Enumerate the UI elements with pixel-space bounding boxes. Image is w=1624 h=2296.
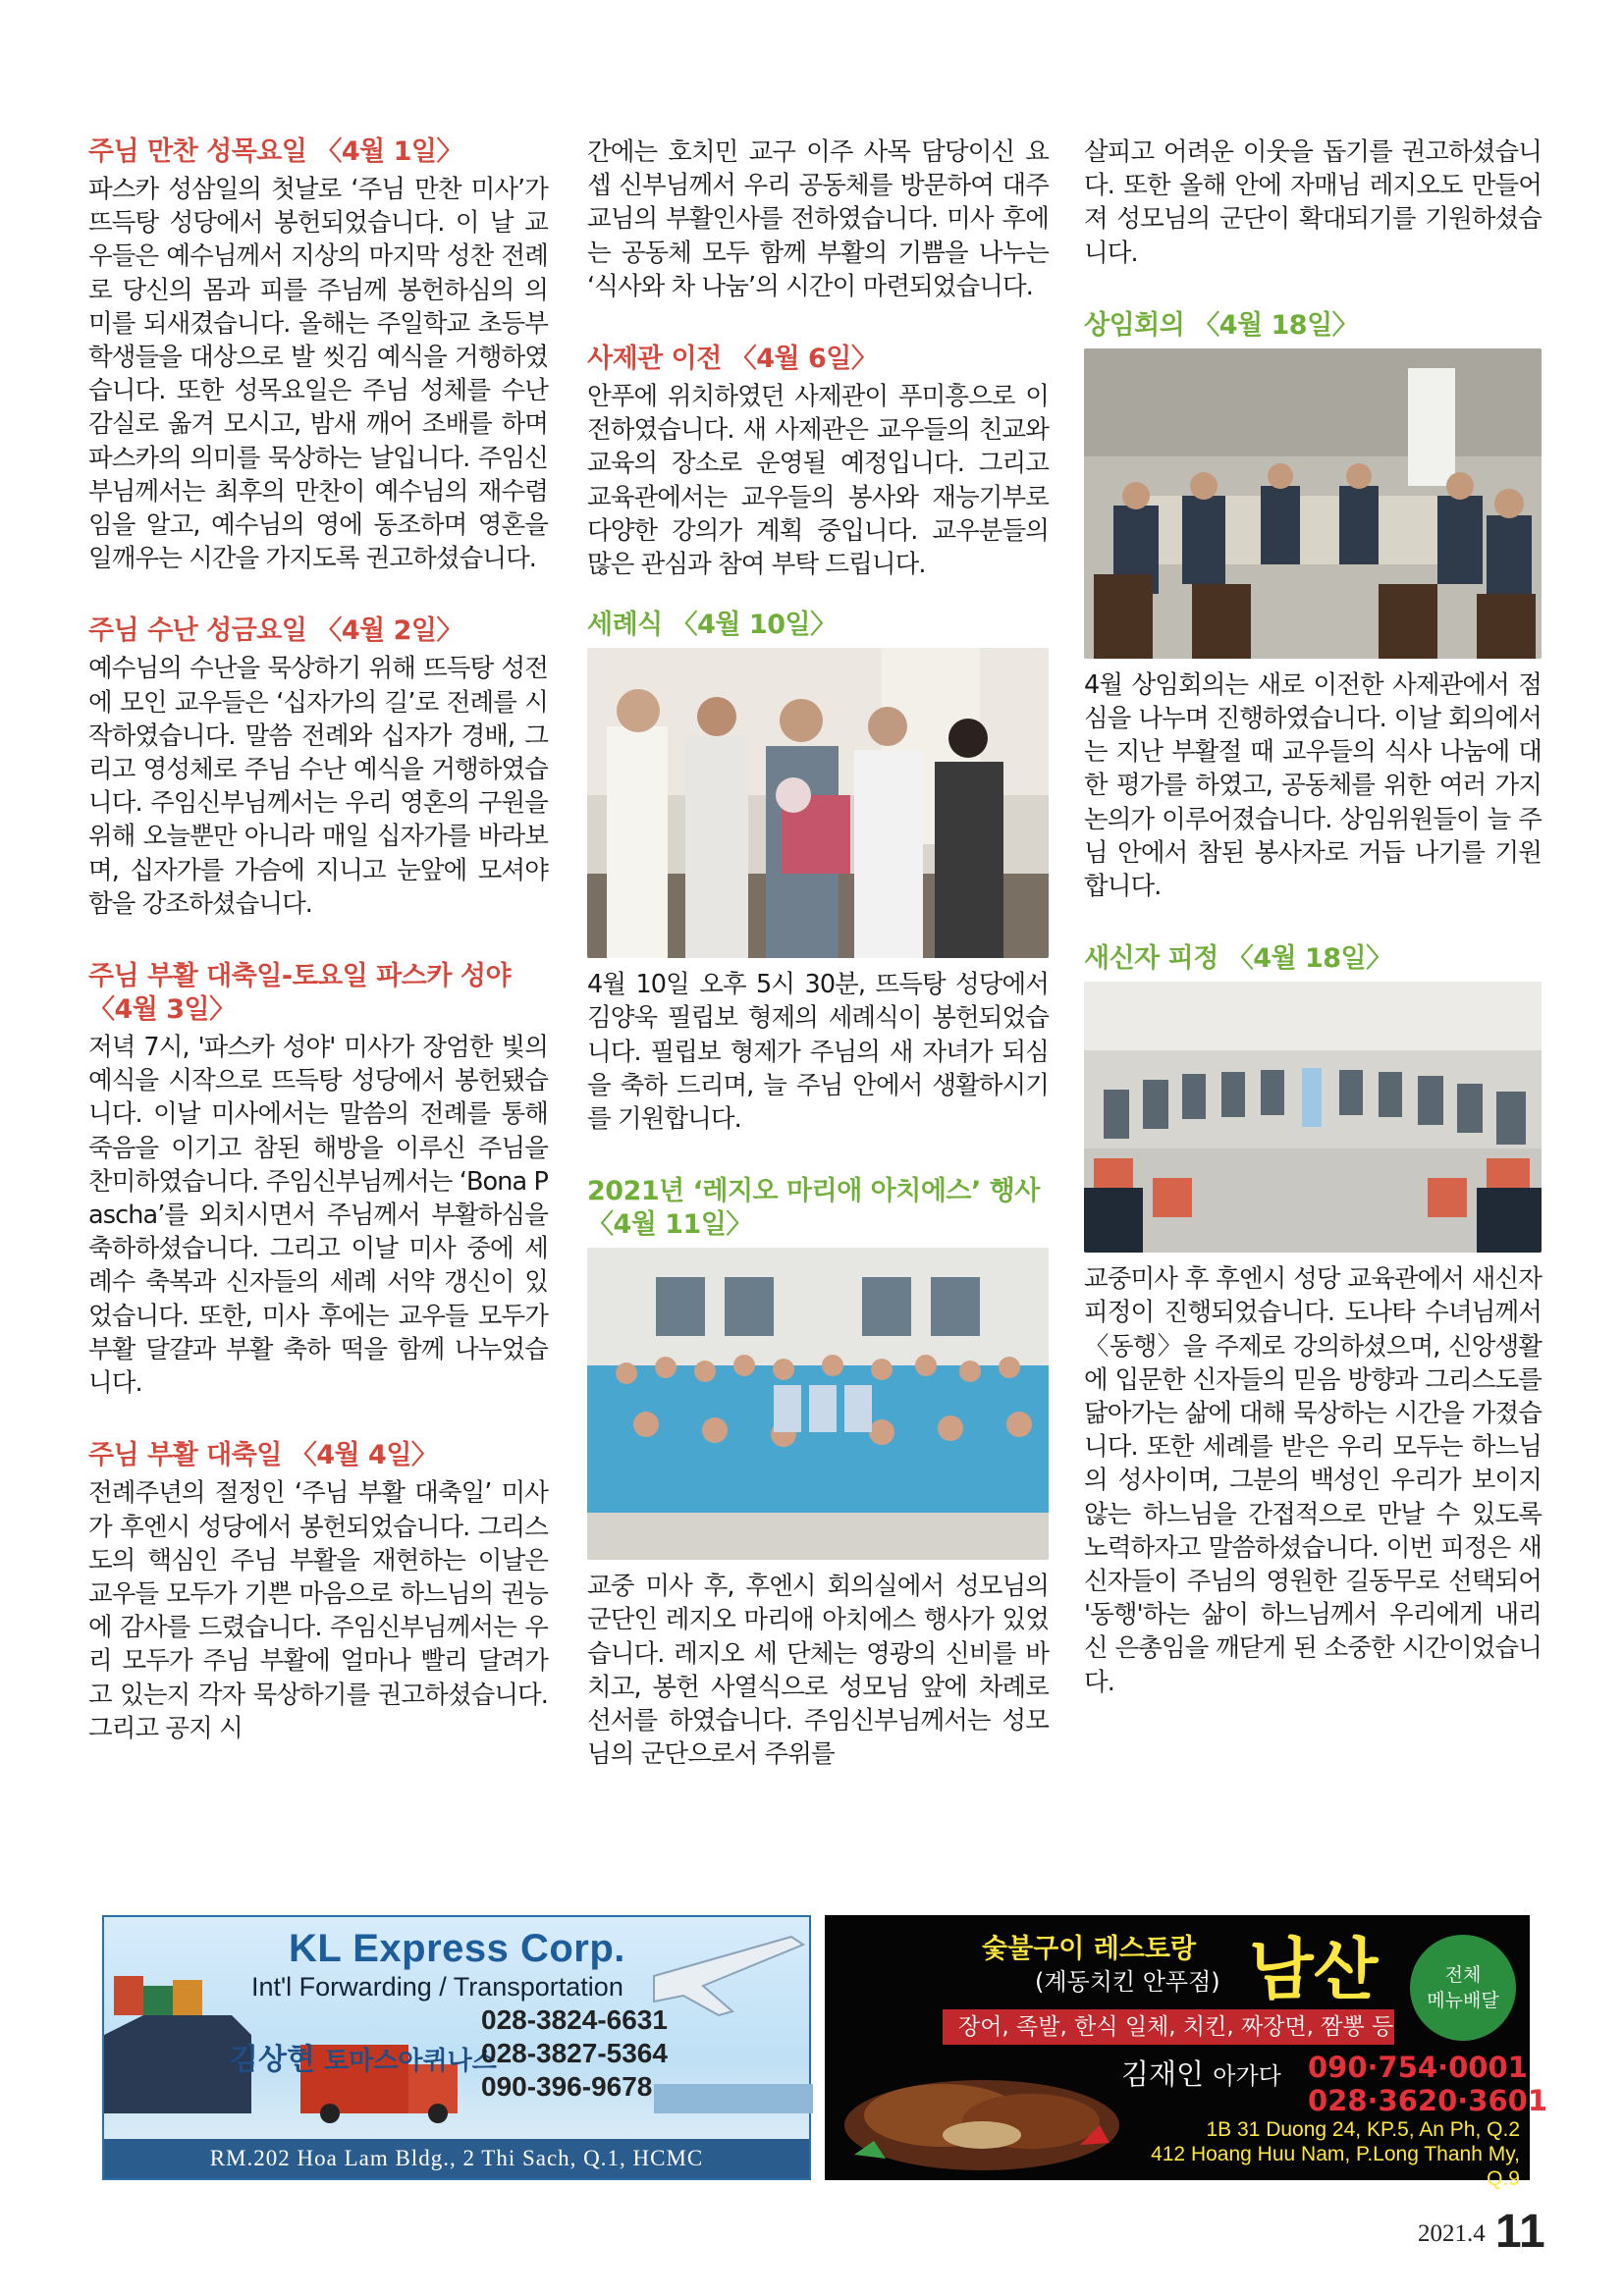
section-text-easter-vigil: 저녁 7시, '파스카 성야' 미사가 장엄한 빛의 예식을 시작으로 뜨득탕 성당에서 봉헌됐습니다. 이날 미사에서는 말씀의 전례를 통해 죽음을 이기고 참된 해방을 이루신 주님을 찬미하였습니다. 주임신부님께서는 ‘Bona Pascha’를 외치시면서 주님께서 부활하심을 축하하셨습니다. 그리고 이날 미사 중에 세례수 축복과 신자들의 세례 서약 갱신이 있었습니다. 또한, 미사 후에는 교우들 모두가 부활 달걀과 부활 축하 떡을 함께 나누었습니다. xyxy=(88,1033,548,1399)
section-title-rectory-move: 사제관 이전 〈4월 6일〉 xyxy=(587,344,878,375)
section-title-standing-committee: 상임회의 〈4월 18일〉 xyxy=(1084,309,1359,341)
page-number: 11 xyxy=(1495,2206,1545,2258)
section-text-baptism: 4월 10일 오후 5시 30분, 뜨득탕 성당에서 김양욱 필립보 형제의 세례식이 봉헌되었습니다. 필립보 형제가 주님의 새 자녀가 되심을 축하 드리며, 늘 주님 안에서 생활하시기를 기원합니다. xyxy=(587,970,1049,1135)
page-footer xyxy=(1418,2205,1545,2259)
section-title-baptism: 세례식 〈4월 10일〉 xyxy=(587,610,837,641)
ad-contact-title: 아가다 xyxy=(1213,2062,1281,2090)
ad-contact-name: 김재인 xyxy=(1121,2057,1205,2091)
ad-phone: 028-3824-6631 xyxy=(481,2004,668,2035)
section-text-easter-sunday: 전례주년의 절정인 ‘주님 부활 대축일’ 미사가 후엔시 성당에서 봉헌되었습니다. 그리스도의 핵심인 주님 부활을 재현하는 이날은 교우들 모두가 기쁜 마음으로 하느님의 권능에 감사를 드렸습니다. 주임신부님께서는 우리 모두가 주님 부활에 얼마나 빨리 달려가고 있는지 각자 묵상하기를 권고하셨습니다. 그리고 공지 시 xyxy=(88,1478,548,1743)
column-1 xyxy=(88,135,548,1745)
ad-phone: 028-3827-5364 xyxy=(481,2038,668,2068)
ad-kl-express xyxy=(102,1915,811,2180)
section-title-holy-thursday: 주님 만찬 성목요일 〈4월 1일〉 xyxy=(88,136,462,167)
section-title-good-friday: 주님 수난 성금요일 〈4월 2일〉 xyxy=(88,615,462,647)
delivery-badge xyxy=(1410,1935,1516,2041)
ad-company-name: KL Express Corp. xyxy=(289,1927,625,1970)
ad-restaurant-name: 남산 xyxy=(1249,1932,1379,2009)
ad-address: RM.202 Hoa Lam Bldg., 2 Thi Sach, Q.1, HCMC xyxy=(104,2139,809,2178)
baptism-photo xyxy=(587,648,1049,958)
ad-address-line2: 412 Hoang Huu Nam, P.Long Thanh My, Q.9 xyxy=(1151,2143,1520,2190)
ad-contact-title: 토마스아퀴나스 xyxy=(324,2047,497,2076)
standing-committee-photo xyxy=(1084,348,1542,659)
section-text-holy-thursday: 파스카 성삼일의 첫날로 ‘주님 만찬 미사’가 뜨득탕 성당에서 봉헌되었습니다. 이 날 교우들은 예수님께서 지상의 마지막 성찬 전례로 당신의 몸과 피를 주님께 봉헌하심의 의미를 되새겼습니다. 올해는 주일학교 초등부 학생들을 대상으로 발 씻김 예식을 거행하였습니다. 또한 성목요일은 주님 성체를 수난 감실로 옮겨 모시고, 밤새 깨어 조배를 하며 파스카의 의미를 묵상하는 날입니다. 주임신부님께서는 최후의 만찬이 예수님의 재수렴임을 알고, 예수님의 영에 동조하며 영혼을 일깨우는 시간을 가지도록 권고하셨습니다. xyxy=(88,175,548,574)
delivery-badge-line1: 전체 xyxy=(1444,1964,1482,1986)
food-image xyxy=(835,2047,1129,2174)
ad-company-subtitle: Int'l Forwarding / Transportation xyxy=(251,1972,623,2002)
ad-phone-list xyxy=(481,2003,668,2104)
column-2 xyxy=(587,135,1049,1771)
section-text-new-believer-retreat: 교중미사 후 후엔시 성당 교육관에서 새신자 피정이 진행되었습니다. 도나타 수녀님께서 〈동행〉을 주제로 강의하셨으며, 신앙생활에 입문한 신자들의 믿음 방향과 그리스도를 닮아가는 삶에 대해 묵상하는 시간을 가졌습니다. 또한 세례를 받은 우리 모두는 하느님의 성사이며, 그분의 백성인 우리가 보이지 않는 하느님을 간접적으로 만날 수 있도록 노력하자고 말씀하셨습니다. 이번 피정은 새신자들이 주님의 영원한 길동무로 선택되어 '동행'하는 삶이 하느님께서 우리에게 내리신 은총임을 깨닫게 된 소중한 시간이었습니다. xyxy=(1084,1264,1542,1697)
continued-text: 간에는 호치민 교구 이주 사목 담당이신 요셉 신부님께서 우리 공동체를 방문하여 대주교님의 부활인사를 전하였습니다. 미사 후에는 공동체 모두 함께 부활의 기쁨을 나누는 ‘식사와 차 나눔’의 시간이 마련되었습니다. xyxy=(587,137,1049,301)
section-text-good-friday: 예수님의 수난을 묵상하기 위해 뜨득탕 성전에 모인 교우들은 ‘십자가의 길’로 전례를 시작하였습니다. 말씀 전례와 십자가 경배, 그리고 영성체로 주님 수난 예식을 거행하였습니다. 주임신부님께서는 우리 영혼의 구원을 위해 오늘뿐만 아니라 매일 십자가를 바라보며, 십자가를 가슴에 지니고 눈앞에 모셔야 함을 강조하셨습니다. xyxy=(88,654,548,919)
ad-namsan-restaurant xyxy=(825,1915,1547,2190)
ad-phone-list xyxy=(1308,2051,1547,2117)
ad-contact-person xyxy=(1121,2053,1281,2093)
section-title-new-believer-retreat: 새신자 피정 〈4월 18일〉 xyxy=(1084,943,1392,975)
section-text-legio-acies: 교중 미사 후, 후엔시 회의실에서 성모님의 군단인 레지오 마리애 아치에스 행사가 있었습니다. 레지오 세 단체는 영광의 신비를 바치고, 봉헌 사열식으로 성모님 앞에 차례로 선서를 하였습니다. 주임신부님께서는 성모님의 군단으로서 주위를 xyxy=(587,1572,1049,1770)
ad-tagline: 숯불구이 레스토랑 xyxy=(982,1934,1197,1964)
ad-branch: (계동치킨 안푸점) xyxy=(1035,1968,1220,1996)
section-title-easter-vigil: 주님 부활 대축일-토요일 파스카 성야 〈4월 3일〉 xyxy=(88,961,512,1026)
ad-contact-person xyxy=(230,2035,497,2078)
column-3 xyxy=(1084,135,1542,1699)
section-title-easter-sunday: 주님 부활 대축일 〈4월 4일〉 xyxy=(88,1440,438,1471)
new-believer-retreat-photo xyxy=(1084,982,1542,1253)
ad-phone: 028·3620·3601 xyxy=(1308,2084,1547,2117)
delivery-badge-line2: 메뉴배달 xyxy=(1427,1990,1499,2011)
ad-address-line1: 1B 31 Duong 24, KP.5, An Ph, Q.2 xyxy=(1206,2118,1520,2141)
ad-address xyxy=(1119,2117,1520,2191)
legio-acies-photo xyxy=(587,1248,1049,1560)
issue-date: 2021.4 xyxy=(1418,2220,1486,2247)
continued-text-col3: 살피고 어려운 이웃을 돕기를 권고하셨습니다. 또한 올해 안에 자매님 레지오도 만들어져 성모님의 군단이 확대되기를 기원하셨습니다. xyxy=(1084,137,1542,268)
ad-phone: 090-396-9678 xyxy=(481,2071,653,2102)
ad-contact-name: 김상현 xyxy=(230,2043,315,2077)
ad-phone: 090·754·0001 xyxy=(1308,2051,1528,2084)
section-text-rectory-move: 안푸에 위치하였던 사제관이 푸미흥으로 이전하였습니다. 새 사제관은 교우들의 친교와 교육의 장소로 운영될 예정입니다. 그리고 교육관에서는 교우들의 봉사와 재능기부로 다양한 강의가 계획 중입니다. 교우분들의 많은 관심과 참여 부탁 드립니다. xyxy=(587,382,1049,580)
ad-menu-list: 장어, 족발, 한식 일체, 치킨, 짜장면, 짬뽕 등 xyxy=(943,2009,1394,2045)
section-title-legio-acies: 2021년 ‘레지오 마리애 아치에스’ 행사 〈4월 11일〉 xyxy=(587,1176,1040,1241)
section-text-standing-committee: 4월 상임회의는 새로 이전한 사제관에서 점심을 나누며 진행하였습니다. 이날 회의에서는 지난 부활절 때 교우들의 식사 나눔에 대한 평가를 하였고, 공동체를 위한 여러 가지 논의가 이루어졌습니다. 상임위원들이 늘 주님 안에서 참된 봉사자로 거듭 나기를 기원합니다. xyxy=(1084,669,1542,902)
